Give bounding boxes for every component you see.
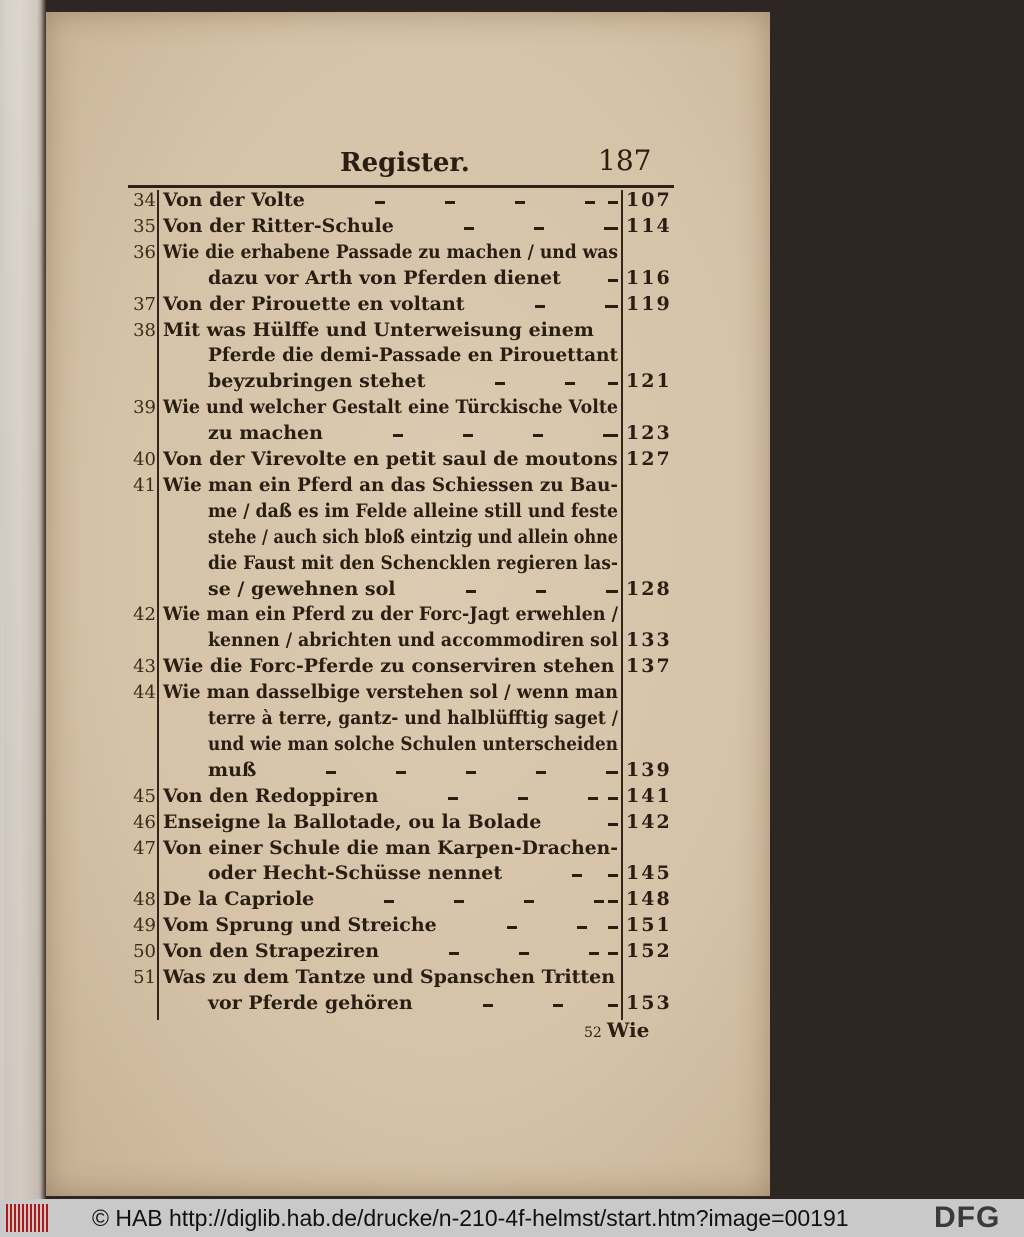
page-number: 187 [598, 144, 652, 177]
register-entry-line [0, 680, 1024, 706]
register-entry-line [0, 784, 1024, 810]
entry-text: Von der Virevolte en petit saul de moutons [163, 448, 618, 470]
entry-number: 46 [133, 811, 156, 833]
entry-text: beyzubringen stehet [208, 370, 426, 393]
catchword-text: Wie [606, 1018, 650, 1042]
entry-text: kennen / abrichten und accommodiren sol [208, 629, 618, 652]
register-entry-line [0, 913, 1024, 939]
register-entry-line [0, 214, 1024, 240]
register-entry-line [0, 836, 1024, 862]
entry-text: Wie und welcher Gestalt eine Türckische Volte [163, 396, 618, 419]
dot-leader [404, 214, 618, 240]
dot-leader [388, 784, 618, 810]
dot-leader [333, 421, 618, 447]
entry-text: Enseigne la Ballotade, ou la Bolade [163, 810, 542, 833]
register-entry-line [0, 654, 1024, 680]
page-header-title: Register. [340, 148, 470, 178]
register-entry-line [0, 991, 1024, 1017]
entry-number: 42 [133, 604, 156, 626]
entry-text: muß [208, 758, 257, 781]
register-entry-line [0, 887, 1024, 913]
dot-leader [447, 913, 618, 939]
dot-leader [406, 577, 618, 603]
catchword-number: 52 [584, 1025, 602, 1041]
entry-page-number: 139 [626, 758, 672, 781]
entry-number: 36 [133, 241, 156, 263]
entry-page-number: 142 [626, 810, 672, 833]
entry-page-number: 151 [626, 914, 672, 937]
register-entry-line [0, 240, 1024, 266]
entry-number: 51 [133, 967, 156, 988]
entry-number: 48 [133, 889, 156, 911]
entry-number: 44 [133, 682, 156, 704]
entry-number: 47 [133, 837, 156, 859]
entry-page-number: 133 [626, 629, 672, 652]
entry-number: 50 [133, 941, 156, 963]
entry-text: Wie die erhabene Passade zu machen / und was [163, 240, 618, 263]
entry-page-number: 119 [626, 292, 672, 315]
entry-text: Pferde die demi-Passade en Pirouettant [208, 344, 618, 367]
entry-page-number: 114 [626, 214, 672, 237]
register-entry-line [0, 706, 1024, 732]
entry-text: Mit was Hülffe und Unterweisung einem [163, 318, 594, 341]
dot-leader [423, 991, 618, 1017]
entry-text: Von den Strapeziren [163, 940, 380, 963]
entry-number: 35 [133, 215, 156, 237]
entry-page-number: 145 [626, 862, 672, 885]
register-entry-line [0, 628, 1024, 654]
register-entry-line [0, 551, 1024, 577]
entry-number: 37 [133, 293, 156, 315]
entry-text: die Faust mit den Schencklen regieren las- [208, 551, 618, 574]
entry-text: se / gewehnen sol [208, 577, 396, 600]
entry-number: 34 [133, 190, 156, 211]
entry-text: Wie man ein Pferd zu der Forc-Jagt erwehlen / [163, 603, 618, 626]
entry-number: 39 [133, 397, 156, 419]
dot-leader [571, 266, 618, 292]
entry-page-number: 153 [626, 991, 672, 1014]
entry-text: Von der Ritter-Schule [163, 214, 394, 237]
entry-text: zu machen [208, 422, 323, 445]
register-entry-line [0, 525, 1024, 551]
entry-page-number: 128 [626, 577, 672, 600]
entry-text: me / daß es im Felde alleine still und feste [208, 499, 618, 522]
entry-page-number: 116 [626, 266, 672, 289]
entry-text: Von den Redoppiren [163, 784, 379, 807]
dot-leader [266, 758, 618, 784]
dot-leader [551, 810, 618, 836]
register-entry-line [0, 318, 1024, 344]
dfg-logo: DFG [934, 1201, 1001, 1234]
entry-number: 43 [133, 656, 156, 678]
register-entry-line [0, 602, 1024, 628]
register-entry-line [0, 965, 1024, 991]
register-entry-line [0, 499, 1024, 525]
register-entry-line [0, 810, 1024, 836]
entry-text: Wie man dasselbige verstehen sol / wenn man [163, 681, 618, 704]
dot-leader [389, 939, 618, 965]
entry-text: stehe / auch sich bloß eintzig und allein ohne [208, 525, 618, 548]
entry-text: Vom Sprung und Streiche [163, 914, 437, 937]
entry-text: vor Pferde gehören [208, 991, 413, 1014]
register-entry-line [0, 939, 1024, 965]
entry-text: Von der Pirouette en voltant [163, 292, 465, 315]
register-entry-line [0, 447, 1024, 473]
dot-leader [512, 861, 618, 887]
entry-text: oder Hecht-Schüsse nennet [208, 862, 503, 885]
register-entry-line [0, 758, 1024, 784]
entry-number: 40 [133, 449, 156, 470]
dot-leader [324, 887, 618, 913]
register-entry-line [0, 861, 1024, 887]
register-entry-line [0, 343, 1024, 369]
entry-text: Von einer Schule die man Karpen-Drachen- [163, 836, 618, 859]
entry-text: Wie die Forc-Pferde zu conserviren stehen [163, 655, 615, 678]
register-entry-line [0, 266, 1024, 292]
entry-page-number: 107 [626, 189, 672, 211]
register-entry-line [0, 188, 1024, 214]
entry-page-number: 141 [626, 784, 672, 807]
entry-text: De la Capriole [163, 888, 315, 911]
entry-page-number: 137 [626, 655, 672, 678]
hab-logo-icon [6, 1204, 48, 1232]
entry-page-number: 121 [626, 370, 672, 393]
register-entry-line [0, 732, 1024, 758]
entry-page-number: 152 [626, 940, 672, 963]
dot-leader [475, 292, 618, 318]
register-entry-line [0, 421, 1024, 447]
catchword [584, 1018, 649, 1042]
dot-leader [315, 188, 618, 214]
entry-number: 49 [133, 915, 156, 937]
entry-text: Wie man ein Pferd an das Schiessen zu Bau- [163, 473, 618, 496]
entry-text: dazu vor Arth von Pferden dienet [208, 266, 561, 289]
register-entry-line [0, 395, 1024, 421]
entry-number: 41 [133, 474, 156, 496]
entry-number: 38 [133, 319, 156, 341]
footer-bar [0, 1199, 1024, 1237]
register-entry-line [0, 473, 1024, 499]
register-entry-line [0, 577, 1024, 603]
copyright-link[interactable]: © HAB http://diglib.hab.de/drucke/n-210-4f-helmst/start.htm?image=00191 [92, 1205, 849, 1231]
entry-text: Von der Volte [163, 189, 305, 211]
entry-text: terre à terre, gantz- und halblüfftig saget / [208, 707, 618, 729]
entry-text: und wie man solche Schulen unterscheiden [208, 732, 618, 755]
register-entry-line [0, 292, 1024, 318]
entry-text: Was zu dem Tantze und Spanschen Tritten [163, 966, 616, 988]
register-entry-line [0, 369, 1024, 395]
entry-page-number: 127 [626, 448, 672, 470]
entry-page-number: 123 [626, 422, 672, 445]
dot-leader [435, 369, 618, 395]
entry-number: 45 [133, 785, 156, 807]
entry-page-number: 148 [626, 888, 672, 911]
